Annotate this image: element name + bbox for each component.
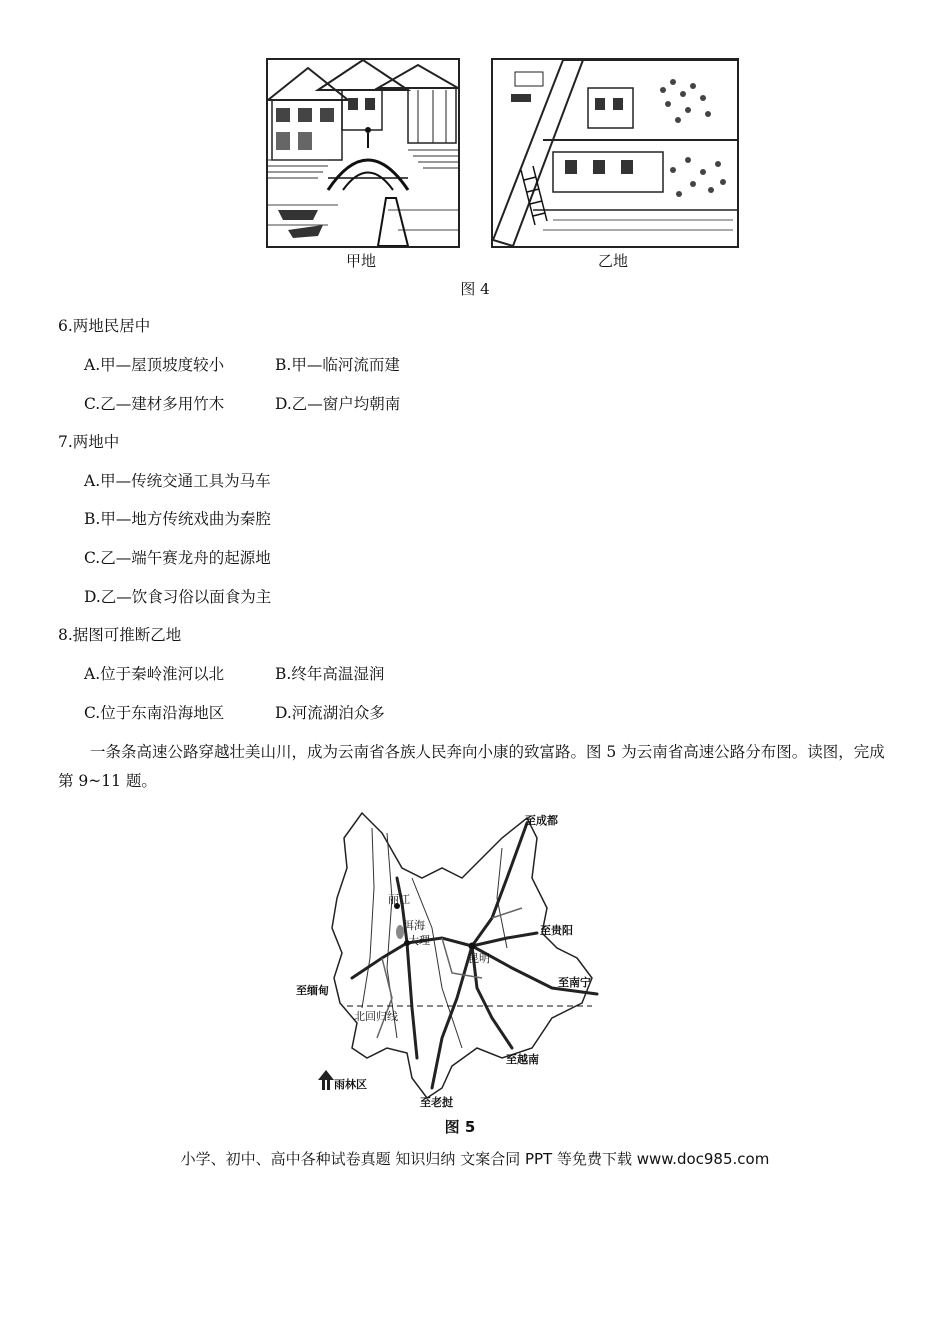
figure4-title: 图 4: [460, 280, 490, 298]
kunming-dot: [469, 943, 476, 950]
label-to-chengdu: 至成都: [525, 814, 558, 827]
question-7-option-d: D.乙—饮食习俗以面食为主: [84, 588, 272, 606]
label-to-vietnam: 至越南: [506, 1053, 539, 1066]
label-tropic-of-cancer: 北回归线: [354, 1010, 398, 1023]
question-8-option-c: C.位于东南沿海地区: [84, 704, 225, 722]
question-7-option-b: B.甲—地方传统戏曲为秦腔: [84, 510, 271, 528]
question-8-option-b: B.终年高温湿润: [275, 665, 385, 683]
label-erhai: 洱海: [403, 919, 425, 932]
water-town-sketch: [268, 60, 458, 246]
label-lijiang: 丽江: [388, 893, 410, 906]
question-8-option-a: A.位于秦岭淮河以北: [84, 665, 225, 683]
question-7-option-c: C.乙—端午赛龙舟的起源地: [84, 549, 271, 567]
label-to-guiyang: 至贵阳: [540, 924, 573, 937]
label-kunming: 昆明: [468, 952, 490, 965]
passage-paragraph: 一条条高速公路穿越壮美山川，成为云南省各族人民奔向小康的致富路。图 5 为云南省高速公路分布图。读图，完成第 9~11 题。: [58, 743, 885, 790]
rainforest-icon: [318, 1070, 334, 1090]
yunnan-highway-map: [292, 808, 612, 1108]
question-6-option-b: B.甲—临河流而建: [275, 356, 400, 374]
figure4-left-illustration: [266, 58, 460, 248]
figure5-title: 图 5: [444, 1118, 476, 1136]
page-footer: 小学、初中、高中各种试卷真题 知识归纳 文案合同 PPT 等免费下载 www.doc985.com: [180, 1150, 770, 1168]
question-6-option-a: A.甲—屋顶坡度较小: [84, 356, 225, 374]
yunnan-outline: [332, 813, 592, 1098]
label-dali: 大理: [408, 934, 430, 947]
label-rainforest: 雨林区: [334, 1078, 367, 1091]
label-to-miandian: 至缅甸: [296, 984, 329, 997]
figure4-right-illustration: [491, 58, 739, 248]
question-6-option-c: C.乙—建材多用竹木: [84, 395, 225, 413]
question-8-stem: 8.据图可推断乙地: [58, 626, 182, 644]
label-to-nanning: 至南宁: [558, 976, 591, 989]
question-6-option-d: D.乙—窗户均朝南: [275, 395, 401, 413]
question-6-stem: 6.两地民居中: [58, 317, 151, 335]
question-7-option-a: A.甲—传统交通工具为马车: [84, 472, 271, 490]
label-to-laos: 至老挝: [420, 1096, 453, 1108]
figure4-right-caption: 乙地: [597, 252, 628, 270]
figure4-left-caption: 甲地: [345, 252, 376, 270]
question-7-stem: 7.两地中: [58, 433, 120, 451]
question-8-option-d: D.河流湖泊众多: [275, 704, 385, 722]
courtyard-house-sketch: [493, 60, 737, 246]
